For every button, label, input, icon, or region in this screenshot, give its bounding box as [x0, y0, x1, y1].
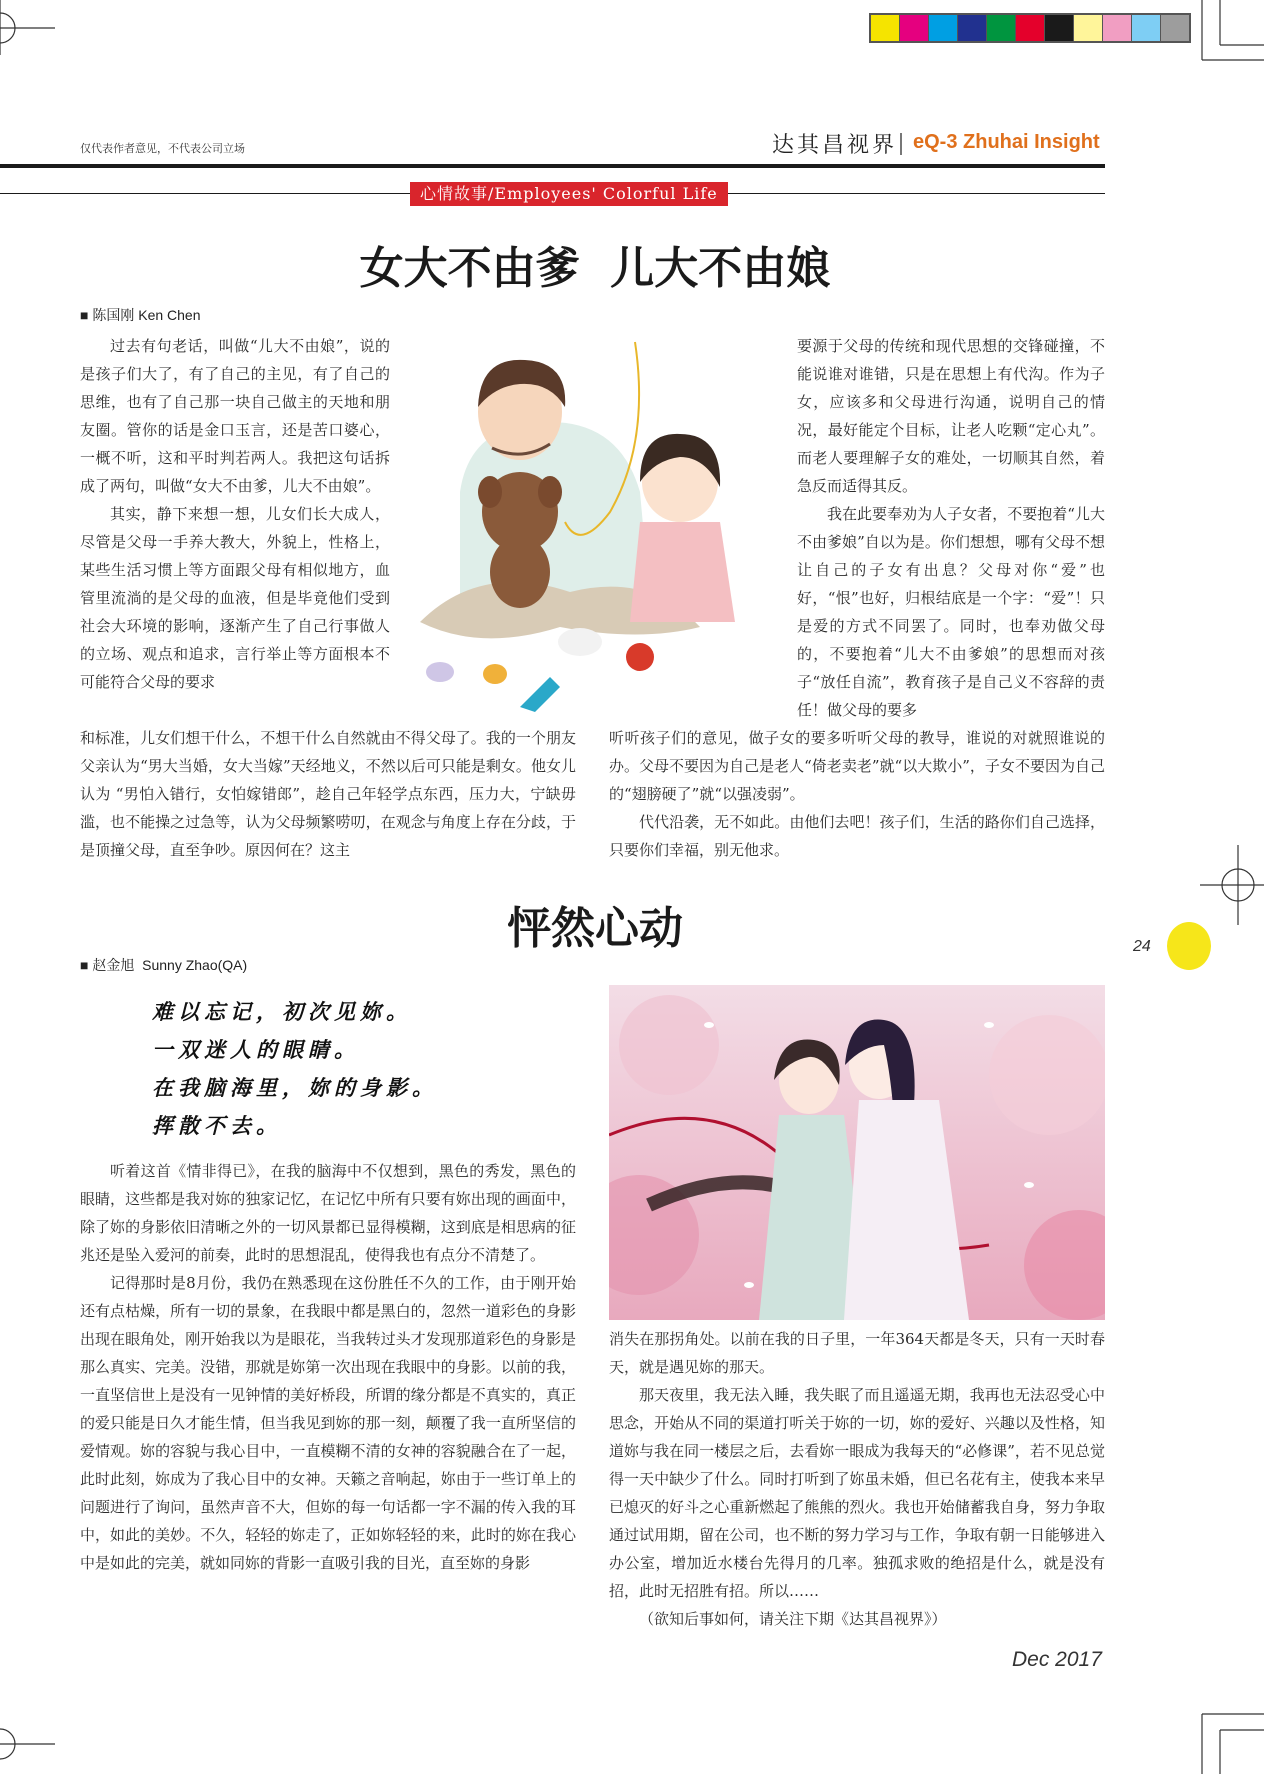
registration-mark-right	[1200, 845, 1264, 925]
poem	[152, 993, 438, 1145]
color-swatch	[987, 15, 1016, 41]
father-daughter-illustration	[400, 322, 790, 722]
paragraph: 听听孩子们的意见，做子女的要多听听父母的教导，谁说的对就照谁说的办。父母不要因为自己是老人“倚老卖老”就“以大欺小”，子女不要因为自己的“翅膀硬了”就“以强凌弱”。	[609, 729, 1105, 803]
paragraph: 我在此要奉劝为人子女者，不要抱着“儿大不由爹娘”自以为是。你们想想，哪有父母不想让自己的子女有出息？父母对你“爱”也好，“恨”也好，归根结底是一个字：“爱”！只是爱的方式不同罢了。同时，也奉劝做父母的，不要抱着“儿大不由爹娘”的思想而对孩子“放任自流”，教育孩子是自己义不容辞的责任！做父母的要多	[797, 505, 1105, 719]
paragraph: 要源于父母的传统和现代思想的交锋碰撞，不能说谁对谁错，只是在思想上有代沟。作为子女，应该多和父母进行沟通，说明自己的情况，最好能定个目标，让老人吃颗“定心丸”。而老人要理解子女的难处，一切顺其自然，着急反而适得其反。	[797, 337, 1105, 495]
issue-date: Dec 2017	[1012, 1648, 1102, 1671]
registration-mark-top-left	[0, 0, 60, 60]
article2-left-column	[80, 1157, 576, 1577]
disclaimer: 仅代表作者意见，不代表公司立场	[80, 143, 245, 155]
header-divider	[900, 133, 902, 155]
color-swatch	[929, 15, 958, 41]
page-number: 24	[1133, 938, 1151, 955]
color-swatch	[958, 15, 987, 41]
crop-mark-top-right	[1190, 0, 1264, 70]
article1-left-column	[80, 332, 390, 696]
article1-right-column	[797, 332, 1105, 724]
paragraph: 消失在那拐角处。以前在我的日子里，一年364天都是冬天，只有一天时春天，就是遇见妳的那天。	[609, 1330, 1105, 1376]
article1-bottom-left	[80, 724, 576, 864]
article-author: ■ 陈国刚 Ken Chen	[80, 307, 201, 323]
paragraph: 听着这首《情非得已》，在我的脑海中不仅想到，黑色的秀发，黑色的眼睛，这些都是我对妳的独家记忆，在记忆中所有只要有妳出现的画面中，除了妳的身影依旧清晰之外的一切风景都已显得模糊，这到底是相思病的征兆还是坠入爱河的前奏，此时的思想混乱，使得我也有点分不清楚了。	[80, 1162, 576, 1264]
paragraph: 过去有句老话，叫做“儿大不由娘”，说的是孩子们大了，有了自己的主见，有了自己的思维，也有了自己那一块自己做主的天地和朋友圈。管你的话是金口玉言，还是苦口婆心，一概不听，这和平时判若两人。我把这句话拆成了两句，叫做“女大不由爹，儿大不由娘”。	[80, 337, 390, 495]
magazine-title-en: eQ-3 Zhuhai Insight	[913, 131, 1100, 153]
paragraph: 记得那时是8月份，我仍在熟悉现在这份胜任不久的工作，由于刚开始还有点枯燥，所有一切的景象，在我眼中都是黑白的，忽然一道彩色的身影出现在眼角处，刚开始我以为是眼花，当我转过头才发现那道彩色的身影是那么真实、完美。没错，那就是妳第一次出现在我眼中的身影。以前的我，一直坚信世上是没有一见钟情的美好桥段，所谓的缘分都是不真实的，真正的爱只能是日久才能生情，但当我见到妳的那一刻，颠覆了我一直所坚信的爱情观。妳的容貌与我心目中，一直模糊不清的女神的容貌融合在了一起，此时此刻，妳成为了我心目中的女神。天籁之音响起，妳由于一些订单上的问题进行了询问，虽然声音不大，但妳的每一句话都一字不漏的传入我的耳中，如此的美妙。不久，轻轻的妳走了，正如妳轻轻的来，此时的妳在我心中是如此的完美，就如同妳的背影一直吸引我的目光，直至妳的身影	[80, 1274, 576, 1572]
color-swatch	[1103, 15, 1132, 41]
color-swatch	[900, 15, 929, 41]
color-swatch	[1074, 15, 1103, 41]
color-swatch	[1161, 15, 1189, 41]
magazine-title-cn: 达其昌视界	[772, 133, 898, 158]
registration-mark-bottom-left	[0, 1700, 60, 1774]
header-rule	[0, 164, 1105, 168]
article-title: 女大不由爹 儿大不由娘	[359, 243, 831, 294]
article-title: 怦然心动	[507, 903, 683, 954]
article1-bottom-right	[609, 724, 1105, 864]
paragraph: 其实，静下来想一想，儿女们长大成人，尽管是父母一手养大教大，外貌上，性格上，某些生活习惯上等方面跟父母有相似地方，血管里流淌的是父母的血液，但是毕竟他们受到社会大环境的影响，逐渐产生了自己行事做人的立场、观点和追求，言行举止等方面根本不可能符合父母的要求	[80, 505, 390, 691]
color-swatch	[1045, 15, 1074, 41]
to-be-continued-note: （欲知后事如何，请关注下期《达其昌视界》）	[639, 1610, 947, 1628]
anime-couple-illustration	[609, 985, 1105, 1320]
article-author: ■ 赵金旭 Sunny Zhao(QA)	[80, 957, 248, 973]
paragraph: 那天夜里，我无法入睡，我失眠了而且遥遥无期，我再也无法忍受心中思念，开始从不同的渠道打听关于妳的一切，妳的爱好、兴趣以及性格，知道妳与我在同一楼层之后，去看妳一眼成为我每天的“必修课”，若不见总觉得一天中缺少了什么。同时打听到了妳虽未婚，但已名花有主，使我本来早已熄灭的好斗之心重新燃起了熊熊的烈火。我也开始储蓄我自身，努力争取通过试用期，留在公司，也不断的努力学习与工作，争取有朝一日能够进入办公室，增加近水楼台先得月的几率。独孤求败的绝招是什么，就是没有招，此时无招胜有招。所以……	[609, 1386, 1105, 1600]
color-swatch	[1016, 15, 1045, 41]
article2-right-column	[609, 1325, 1105, 1633]
crop-mark-bottom-right	[1190, 1700, 1264, 1774]
print-color-bar	[869, 13, 1191, 43]
poem-line: 在我脑海里，妳的身影。	[152, 1075, 438, 1100]
color-swatch	[871, 15, 900, 41]
paragraph: 和标准，儿女们想干什么，不想干什么自然就由不得父母了。我的一个朋友父亲认为“男大当婚，女大当嫁”天经地义，不然以后可只能是剩女。他女儿认为 “男怕入错行，女怕嫁错郎”，趁自己年轻学点东西，压力大，宁缺毋滥，也不能操之过急等，认为父母频繁唠叨，在观念与角度上存在分歧，于是顶撞父母，直至争吵。原因何在？这主	[80, 729, 576, 859]
paragraph: 代代沿袭，无不如此。由他们去吧！孩子们，生活的路你们自己选择，只要你们幸福，别无他求。	[609, 813, 1105, 859]
poem-line: 一双迷人的眼睛。	[152, 1037, 360, 1062]
section-label: 心情故事/Employees' Colorful Life	[410, 182, 728, 206]
color-swatch	[1132, 15, 1161, 41]
poem-line: 难以忘记，初次见妳。	[152, 999, 412, 1024]
poem-line: 挥散不去。	[152, 1113, 282, 1138]
page-marker-dot	[1167, 922, 1211, 970]
